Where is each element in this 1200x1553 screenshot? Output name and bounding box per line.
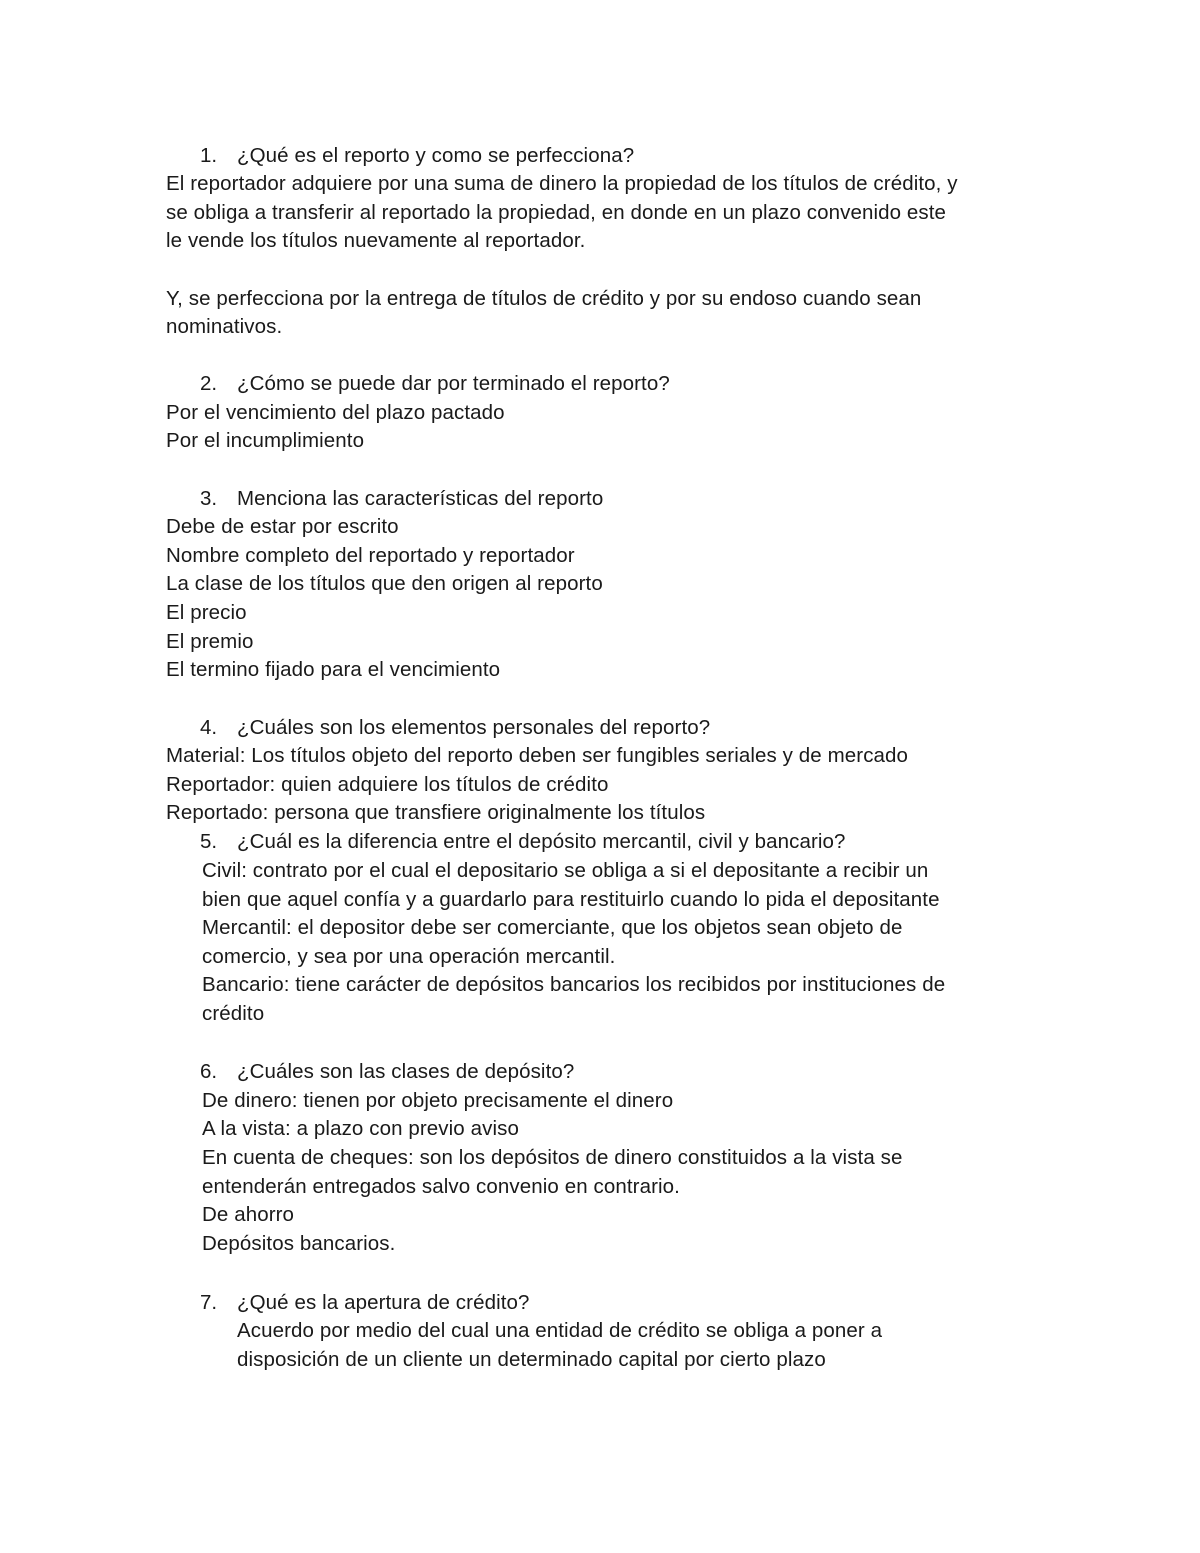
question-1-number: 1. [200, 144, 218, 167]
answer-5-line-3: Mercantil: el depositor debe ser comerciante, que los objetos sean objeto de [202, 916, 903, 939]
answer-6-line-6: Depósitos bancarios. [202, 1232, 396, 1255]
answer-3-line-5: El premio [166, 630, 254, 653]
answer-2-line-1: Por el vencimiento del plazo pactado [166, 401, 505, 424]
question-3-text: Menciona las características del reporto [237, 487, 604, 510]
answer-5-line-6: crédito [202, 1002, 265, 1025]
answer-1-line-2: se obliga a transferir al reportado la propiedad, en donde en un plazo convenido este [166, 201, 947, 224]
answer-1-line-4: Y, se perfecciona por la entrega de títulos de crédito y por su endoso cuando sean [166, 287, 922, 310]
answer-3-line-6: El termino fijado para el vencimiento [166, 658, 501, 681]
answer-3-line-4: El precio [166, 601, 247, 624]
answer-4-line-3: Reportado: persona que transfiere originalmente los títulos [166, 801, 706, 824]
answer-7-line-2: disposición de un cliente un determinado capital por cierto plazo [237, 1348, 826, 1371]
answer-3-line-2: Nombre completo del reportado y reportador [166, 544, 575, 567]
answer-4-line-1: Material: Los títulos objeto del reporto deben ser fungibles seriales y de mercado [166, 744, 909, 767]
question-3-number: 3. [200, 487, 218, 510]
question-4-number: 4. [200, 716, 218, 739]
answer-6-line-5: De ahorro [202, 1203, 295, 1226]
answer-6-line-2: A la vista: a plazo con previo aviso [202, 1117, 519, 1140]
answer-6-line-4: entenderán entregados salvo convenio en contrario. [202, 1175, 680, 1198]
answer-6-line-1: De dinero: tienen por objeto precisamente el dinero [202, 1089, 674, 1112]
answer-5-line-2: bien que aquel confía y a guardarlo para restituirlo cuando lo pida el depositante [202, 888, 940, 911]
answer-5-line-4: comercio, y sea por una operación mercantil. [202, 945, 616, 968]
answer-5-line-1: Civil: contrato por el cual el depositario se obliga a si el depositante a recibir un [202, 859, 929, 882]
answer-5-line-5: Bancario: tiene carácter de depósitos bancarios los recibidos por instituciones de [202, 973, 946, 996]
answer-1-line-5: nominativos. [166, 315, 283, 338]
answer-4-line-2: Reportador: quien adquiere los títulos de crédito [166, 773, 609, 796]
question-6-number: 6. [200, 1060, 218, 1083]
question-7-number: 7. [200, 1291, 218, 1314]
question-2-text: ¿Cómo se puede dar por terminado el reporto? [237, 372, 670, 395]
answer-1-line-3: le vende los títulos nuevamente al reportador. [166, 229, 586, 252]
answer-7-line-1: Acuerdo por medio del cual una entidad de crédito se obliga a poner a [237, 1319, 883, 1342]
answer-6-line-3: En cuenta de cheques: son los depósitos de dinero constituidos a la vista se [202, 1146, 903, 1169]
question-5-text: ¿Cuál es la diferencia entre el depósito mercantil, civil y bancario? [237, 830, 846, 853]
question-5-number: 5. [200, 830, 218, 853]
question-7-text: ¿Qué es la apertura de crédito? [237, 1291, 530, 1314]
answer-3-line-3: La clase de los títulos que den origen al reporto [166, 572, 603, 595]
question-1-text: ¿Qué es el reporto y como se perfecciona? [237, 144, 635, 167]
answer-3-line-1: Debe de estar por escrito [166, 515, 399, 538]
answer-1-line-1: El reportador adquiere por una suma de dinero la propiedad de los títulos de crédito, y [166, 172, 958, 195]
question-6-text: ¿Cuáles son las clases de depósito? [237, 1060, 575, 1083]
answer-2-line-2: Por el incumplimiento [166, 429, 365, 452]
question-4-text: ¿Cuáles son los elementos personales del reporto? [237, 716, 711, 739]
question-2-number: 2. [200, 372, 218, 395]
